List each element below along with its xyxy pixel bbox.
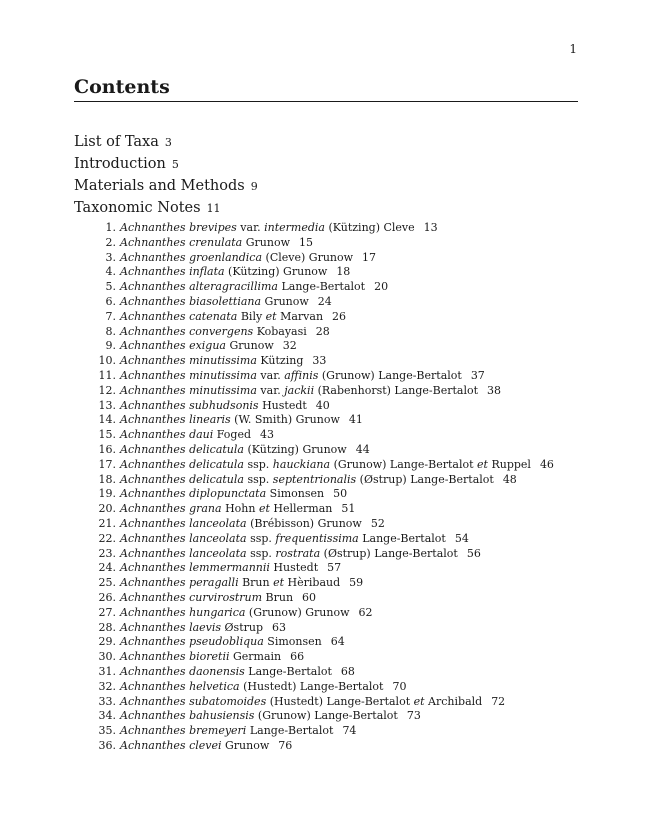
taxon-name-text: (Rabenhorst) Lange-Bertalot [314,383,479,397]
taxon-name-text: (Brébisson) Grunow [246,516,362,530]
taxon-entry[interactable] [74,369,594,384]
taxon-number: 35. [98,724,116,738]
taxon-name-italic: Achnanthes delicatula [120,457,244,471]
taxon-name-text: (Cleve) Grunow [262,250,354,264]
taxon-name-text: Archibald [424,694,483,708]
taxon-name-italic: et [413,694,425,708]
taxon-page: 43 [260,428,275,442]
page-title: Contents [74,76,578,102]
taxon-page: 68 [340,664,355,678]
taxon-name-text: Marvan [276,309,324,323]
taxon-page: 64 [330,635,345,649]
taxon-name-text: ssp. [243,457,273,471]
taxon-page: 40 [315,398,330,412]
taxon-entry[interactable] [74,502,594,517]
taxon-name-italic: affinis [284,368,319,382]
taxon-name-text: (Kützing) Grunow [224,265,328,279]
taxon-name-text: ssp. [246,546,276,560]
taxon-entry[interactable] [74,354,594,369]
taxon-number: 6. [105,294,116,308]
taxon-number: 18. [98,472,116,486]
taxon-page: 13 [423,221,438,234]
taxon-number: 9. [105,339,116,353]
taxon-number: 19. [98,487,116,501]
taxon-name-text: var. [256,383,285,397]
taxon-name-text: Simonsen [266,487,325,501]
taxon-entry[interactable] [74,251,594,266]
page-number: 1 [569,42,577,56]
taxon-entry[interactable] [74,591,594,606]
taxon-page: 37 [470,368,485,382]
taxon-name-text: Hustedt [258,398,307,412]
taxon-name-text: Grunow [226,339,274,353]
taxon-name-italic: Achnanthes bioretii [120,650,230,664]
taxon-name-text: Østrup [221,620,264,634]
taxon-page: 33 [312,354,327,368]
taxon-name-italic: Achnanthes pseudobliqua [120,635,264,649]
taxon-page: 51 [341,502,356,516]
taxon-entry[interactable] [74,458,594,473]
taxon-name-italic: hauckiana [272,457,331,471]
taxon-entry[interactable] [74,399,594,414]
taxon-name-italic: Achnanthes catenata [120,309,238,323]
taxon-page: 15 [298,235,313,249]
taxon-number: 17. [98,457,116,471]
taxon-name-text: Lange-Bertalot [244,664,332,678]
taxon-name-text: (Hustedt) Lange-Bertalot [266,694,414,708]
taxon-number: 29. [98,635,116,649]
taxon-number: 15. [98,428,116,442]
section-page: 5 [171,158,179,171]
taxon-name-text: Foged [213,428,252,442]
taxon-page: 54 [454,531,469,545]
taxon-entry[interactable] [74,739,594,754]
section-item-materials-and-methods[interactable] [74,175,594,197]
taxon-name-italic: Achnanthes curvirostrum [120,590,263,604]
taxon-number: 10. [98,354,116,368]
taxon-number: 16. [98,442,116,456]
taxon-name-text: (W. Smith) Grunow [230,413,340,427]
section-page: 11 [206,202,221,215]
taxon-name-text: Grunow [261,294,309,308]
taxon-name-text: Lange-Bertalot [358,531,446,545]
taxon-entry[interactable] [74,443,594,458]
taxon-name-italic: Achnanthes inflata [120,265,225,279]
taxon-name-italic: et [258,502,270,516]
taxon-page: 70 [392,679,407,693]
taxon-page: 56 [466,546,481,560]
taxon-name-italic: Achnanthes biasolettiana [120,294,262,308]
taxon-number: 30. [98,650,116,664]
taxon-page: 63 [272,620,287,634]
taxon-page: 17 [362,250,377,264]
section-item-introduction[interactable] [74,153,594,175]
taxon-page: 76 [278,738,293,752]
taxon-name-italic: Achnanthes crenulata [120,235,243,249]
taxon-name-text: (Grunow) Lange-Bertalot [254,709,398,723]
taxon-name-text: var. [256,368,285,382]
taxon-name-text: Grunow [221,738,270,752]
taxon-page: 28 [315,324,330,338]
section-label: Introduction [74,156,166,172]
taxon-entry[interactable] [74,413,594,428]
taxon-name-text: Brun [262,590,294,604]
taxon-number: 11. [98,368,116,382]
taxon-name-italic: Achnanthes daonensis [120,664,245,678]
taxon-name-italic: rostrata [275,546,321,560]
taxon-name-italic: et [273,576,285,590]
section-item-list-of-taxa[interactable] [74,131,594,153]
taxon-number: 33. [98,694,116,708]
taxon-name-italic: Achnanthes subhudsonis [120,398,259,412]
taxon-page: 60 [302,590,317,604]
taxon-entry[interactable] [74,473,594,488]
taxon-name-italic: Achnanthes laevis [120,620,222,634]
taxon-name-text: (Østrup) Lange-Bertalot [320,546,458,560]
taxon-name-text: (Grunow) Grunow [245,605,350,619]
taxon-name-text: Bily [237,309,266,323]
taxon-entry[interactable] [74,576,594,591]
taxon-entry[interactable] [74,280,594,295]
taxon-number: 12. [98,383,116,397]
taxon-name-text: (Kützing) Cleve [324,221,415,234]
taxon-name-italic: Achnanthes bremeyeri [120,724,247,738]
taxon-page: 44 [355,442,370,456]
taxon-entry[interactable] [74,295,594,310]
taxon-number: 1. [105,221,116,234]
taxon-entry[interactable] [74,265,594,280]
taxon-page: 48 [502,472,517,486]
taxon-number: 13. [98,398,116,412]
taxon-name-text: (Grunow) Lange-Bertalot [318,368,462,382]
taxon-name-italic: Achnanthes convergens [120,324,254,338]
taxon-name-italic: et [477,457,488,471]
taxon-number: 28. [98,620,116,634]
taxon-name-italic: jackii [284,383,315,397]
taxon-number: 32. [98,679,116,693]
taxon-name-text: Hustedt [269,561,319,575]
taxon-number: 7. [105,309,116,323]
taxon-name-italic: Achnanthes lemmermannii [120,561,270,575]
taxon-entry[interactable] [74,428,594,443]
taxon-page: 18 [336,265,351,279]
taxon-page: 62 [358,605,373,619]
taxon-entry[interactable] [74,236,594,251]
taxon-name-italic: Achnanthes linearis [120,413,231,427]
taxa-list [74,221,594,754]
taxon-name-italic: Achnanthes hungarica [120,605,246,619]
taxon-name-text: Ruppel [487,457,531,471]
taxon-name-text: Hohn [221,502,259,516]
taxon-entry[interactable] [74,635,594,650]
taxon-name-text: (Østrup) Lange-Bertalot [356,472,494,486]
taxon-page: 57 [327,561,342,575]
taxon-name-italic: Achnanthes exigua [120,339,226,353]
taxon-page: 72 [491,694,506,708]
taxon-name-text: Kobayasi [253,324,307,338]
taxon-page: 50 [333,487,348,501]
taxon-number: 14. [98,413,116,427]
taxon-name-italic: et [265,309,277,323]
taxon-page: 74 [342,724,357,738]
taxon-name-italic: frequentissima [275,531,359,545]
taxon-entry[interactable] [74,517,594,532]
section-page: 3 [164,136,172,149]
taxon-name-text: (Hustedt) Lange-Bertalot [239,679,384,693]
taxon-page: 26 [332,309,347,323]
taxon-name-italic: Achnanthes minutissima [120,383,257,397]
taxon-name-italic: Achnanthes delicatula [120,472,244,486]
taxon-number: 4. [105,265,116,279]
taxon-page: 32 [282,339,297,353]
taxon-page: 59 [349,576,364,590]
taxon-entry[interactable] [74,561,594,576]
taxon-name-text: Germain [229,650,282,664]
taxon-number: 21. [98,516,116,530]
taxon-name-text: Grunow [242,235,290,249]
taxon-name-text: Hellerman [269,502,333,516]
taxon-entry[interactable] [74,709,594,724]
taxon-name-italic: Achnanthes helvetica [120,679,240,693]
section-list [74,131,594,219]
taxon-name-italic: Achnanthes diplopunctata [120,487,267,501]
taxon-page: 41 [348,413,363,427]
section-item-taxonomic-notes[interactable] [74,197,594,219]
taxon-name-text: Brun [238,576,274,590]
taxon-name-italic: Achnanthes brevipes [120,221,237,234]
taxon-name-italic: Achnanthes grana [120,502,222,516]
taxon-name-italic: Achnanthes minutissima [120,354,257,368]
taxon-entry[interactable] [74,680,594,695]
taxon-name-italic: Achnanthes groenlandica [120,250,263,264]
taxon-name-italic: Achnanthes clevei [120,738,222,752]
taxon-number: 8. [105,324,116,338]
taxon-entry[interactable] [74,606,594,621]
taxon-name-italic: Achnanthes lanceolata [120,531,247,545]
taxon-name-italic: Achnanthes lanceolata [120,516,247,530]
taxon-entry[interactable] [74,325,594,340]
taxon-entry[interactable] [74,487,594,502]
taxon-page: 20 [374,280,389,294]
section-label: Materials and Methods [74,178,245,194]
taxon-number: 22. [98,531,116,545]
taxon-page: 46 [539,457,554,471]
taxon-name-text: ssp. [243,472,273,486]
taxon-name-italic: septentrionalis [272,472,357,486]
taxon-entry[interactable] [74,384,594,399]
taxon-number: 26. [98,590,116,604]
taxon-name-text: Kützing [256,354,304,368]
section-label: List of Taxa [74,134,159,150]
taxon-name-text: Lange-Bertalot [246,724,334,738]
taxon-name-text: (Grunow) Lange-Bertalot [330,457,478,471]
taxon-number: 24. [98,561,116,575]
taxon-name-text: var. [236,221,265,234]
taxon-name-text: Hèribaud [284,576,341,590]
taxon-name-italic: Achnanthes alteragracillima [120,280,278,294]
taxon-page: 24 [317,294,332,308]
taxon-name-text: Simonsen [263,635,322,649]
taxon-name-italic: Achnanthes delicatula [120,442,244,456]
taxon-number: 5. [105,280,116,294]
taxon-name-italic: Achnanthes minutissima [120,368,257,382]
taxon-number: 36. [98,738,116,752]
taxon-name-text: ssp. [246,531,276,545]
taxon-number: 2. [105,235,116,249]
taxon-page: 38 [487,383,502,397]
taxon-name-text: (Kützing) Grunow [243,442,347,456]
taxon-number: 20. [98,502,116,516]
taxon-number: 25. [98,576,116,590]
taxon-entry[interactable] [74,310,594,325]
taxon-number: 3. [105,250,116,264]
taxon-name-italic: Achnanthes subatomoides [120,694,267,708]
taxon-entry[interactable] [74,650,594,665]
taxon-name-italic: Achnanthes daui [120,428,214,442]
taxon-number: 23. [98,546,116,560]
taxon-name-italic: Achnanthes bahusiensis [120,709,255,723]
taxon-name-text: Lange-Bertalot [277,280,366,294]
taxon-name-italic: Achnanthes lanceolata [120,546,247,560]
taxon-page: 73 [406,709,421,723]
taxon-number: 34. [98,709,116,723]
taxon-entry[interactable] [74,339,594,354]
taxon-entry[interactable] [74,724,594,739]
taxon-number: 31. [98,664,116,678]
taxon-entry[interactable] [74,532,594,547]
taxon-page: 66 [290,650,305,664]
taxon-entry[interactable] [74,695,594,710]
taxon-entry[interactable] [74,221,594,236]
taxon-entry[interactable] [74,621,594,636]
taxon-name-italic: intermedia [264,221,325,234]
taxon-entry[interactable] [74,547,594,562]
section-label: Taxonomic Notes [74,200,201,216]
taxon-name-italic: Achnanthes peragalli [120,576,239,590]
taxon-number: 27. [98,605,116,619]
taxon-entry[interactable] [74,665,594,680]
section-page: 9 [250,180,258,193]
taxon-page: 52 [370,516,385,530]
